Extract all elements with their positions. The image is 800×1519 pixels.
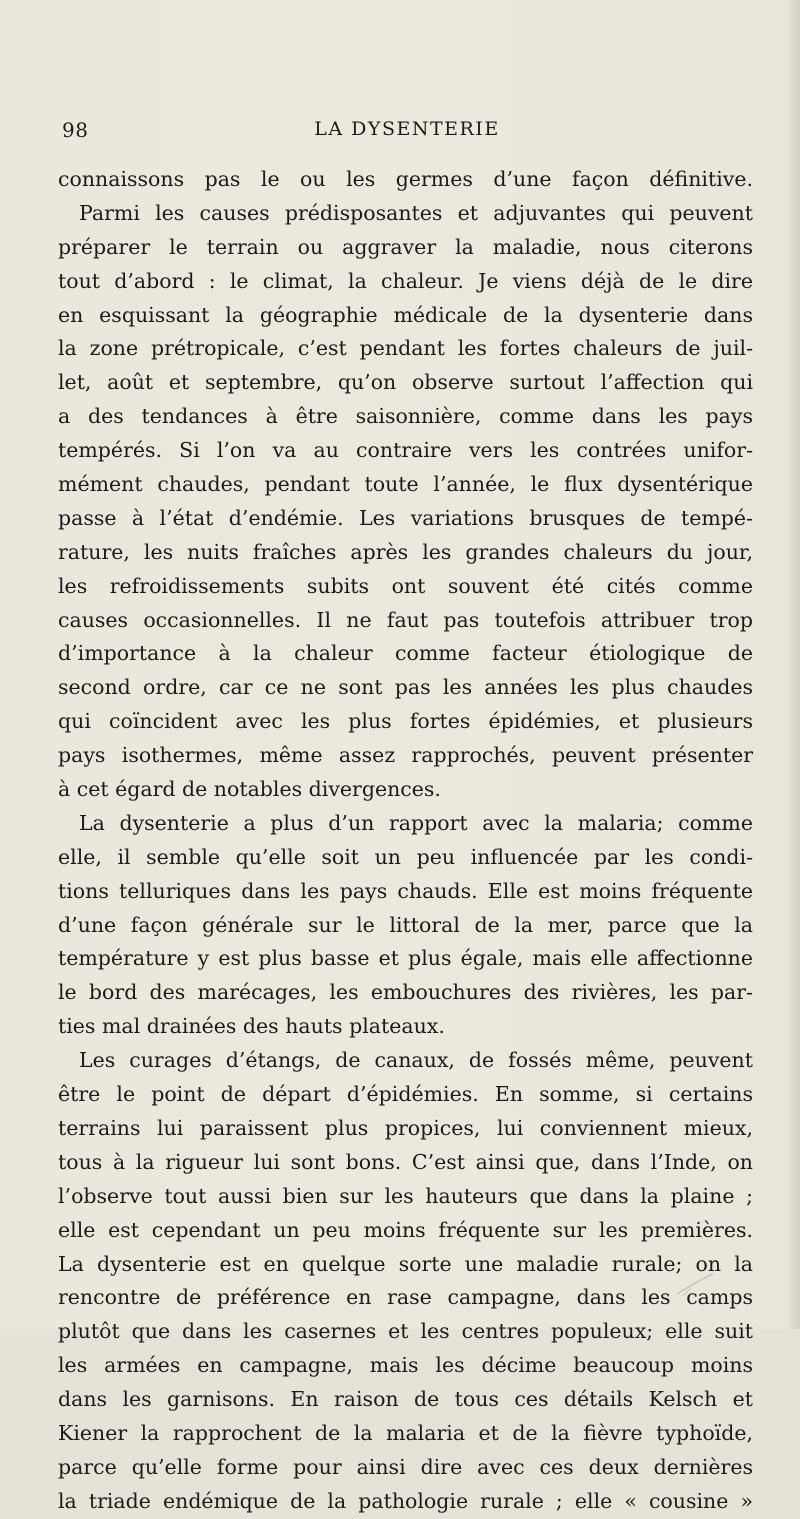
text-line: let, août et septembre, qu’on observe surtout l’affection qui bbox=[58, 370, 753, 395]
text-line: causes occasionnelles. Il ne faut pas toutefois attribuer trop bbox=[58, 607, 753, 632]
text-line: tempérés. Si l’on va au contraire vers les contrées unifor- bbox=[58, 438, 753, 463]
text-line: d’importance à la chaleur comme facteur étiologique de bbox=[58, 641, 753, 666]
text-line: à cet égard de notables divergences. bbox=[58, 777, 441, 802]
text-line: Parmi les causes prédisposantes et adjuvantes qui peuvent bbox=[79, 200, 753, 225]
text-line: Les curages d’étangs, de canaux, de fossés même, peuvent bbox=[79, 1048, 753, 1073]
text-line: température y est plus basse et plus égale, mais elle affectionne bbox=[58, 946, 753, 971]
text-line: la zone prétropicale, c’est pendant les fortes chaleurs de juil- bbox=[58, 336, 753, 361]
page-header bbox=[62, 118, 752, 158]
text-line: tout d’abord : le climat, la chaleur. Je viens déjà de le dire bbox=[58, 268, 753, 293]
text-line: d’une façon générale sur le littoral de la mer, parce que la bbox=[58, 912, 753, 937]
text-line: a des tendances à être saisonnière, comme dans les pays bbox=[58, 404, 753, 429]
text-line: les armées en campagne, mais les décime beaucoup moins bbox=[58, 1353, 753, 1378]
text-line: tous à la rigueur lui sont bons. C’est ainsi que, dans l’Inde, on bbox=[58, 1149, 753, 1174]
text-line: en esquissant la géographie médicale de la dysenterie dans bbox=[58, 302, 753, 327]
text-line: pays isothermes, même assez rapprochés, peuvent présenter bbox=[58, 743, 753, 768]
text-line: second ordre, car ce ne sont pas les années les plus chaudes bbox=[58, 675, 753, 700]
text-line: mément chaudes, pendant toute l’année, le flux dysentérique bbox=[58, 472, 753, 497]
text-line: rencontre de préférence en rase campagne, dans les camps bbox=[58, 1285, 753, 1310]
text-line: terrains lui paraissent plus propices, lui conviennent mieux, bbox=[58, 1115, 753, 1140]
text-line: dans les garnisons. En raison de tous ces détails Kelsch et bbox=[58, 1387, 753, 1412]
text-line: ties mal drainées des hauts plateaux. bbox=[58, 1014, 445, 1039]
text-line: être le point de départ d’épidémies. En somme, si certains bbox=[58, 1082, 753, 1107]
page-number: 98 bbox=[62, 118, 89, 142]
text-line: passe à l’état d’endémie. Les variations brusques de tempé- bbox=[58, 505, 753, 530]
text-line: plutôt que dans les casernes et les centres populeux; elle suit bbox=[58, 1319, 753, 1344]
text-line: tions telluriques dans les pays chauds. Elle est moins fréquente bbox=[58, 878, 753, 903]
text-line: qui coïncident avec les plus fortes épidémies, et plusieurs bbox=[58, 709, 753, 734]
text-line: parce qu’elle forme pour ainsi dire avec ces deux dernières bbox=[58, 1454, 753, 1479]
text-line: les refroidissements subits ont souvent été cités comme bbox=[58, 573, 753, 598]
text-line: l’observe tout aussi bien sur les hauteurs que dans la plaine ; bbox=[58, 1183, 753, 1208]
text-line: le bord des marécages, les embouchures des rivières, les par- bbox=[58, 980, 753, 1005]
text-line: La dysenterie est en quelque sorte une maladie rurale; on la bbox=[58, 1251, 753, 1276]
text-line: elle, il semble qu’elle soit un peu influencée par les condi- bbox=[58, 844, 753, 869]
pencil-mark-icon bbox=[673, 1268, 733, 1298]
page-edge-shadow bbox=[786, 0, 800, 1329]
text-line: connaissons pas le ou les germes d’une façon définitive. bbox=[58, 167, 753, 191]
text-line: rature, les nuits fraîches après les grandes chaleurs du jour, bbox=[58, 539, 753, 564]
body-text bbox=[58, 163, 753, 1519]
text-line: Kiener la rapprochent de la malaria et de la fièvre typhoïde, bbox=[58, 1420, 753, 1445]
text-line: elle est cependant un peu moins fréquente sur les premières. bbox=[58, 1217, 753, 1242]
text-line: préparer le terrain ou aggraver la maladie, nous citerons bbox=[58, 234, 753, 259]
text-line: La dysenterie a plus d’un rapport avec la malaria; comme bbox=[79, 810, 753, 835]
text-line: la triade endémique de la pathologie rurale ; elle « cousine » bbox=[58, 1488, 753, 1513]
running-head: LA DYSENTERIE bbox=[314, 118, 500, 140]
